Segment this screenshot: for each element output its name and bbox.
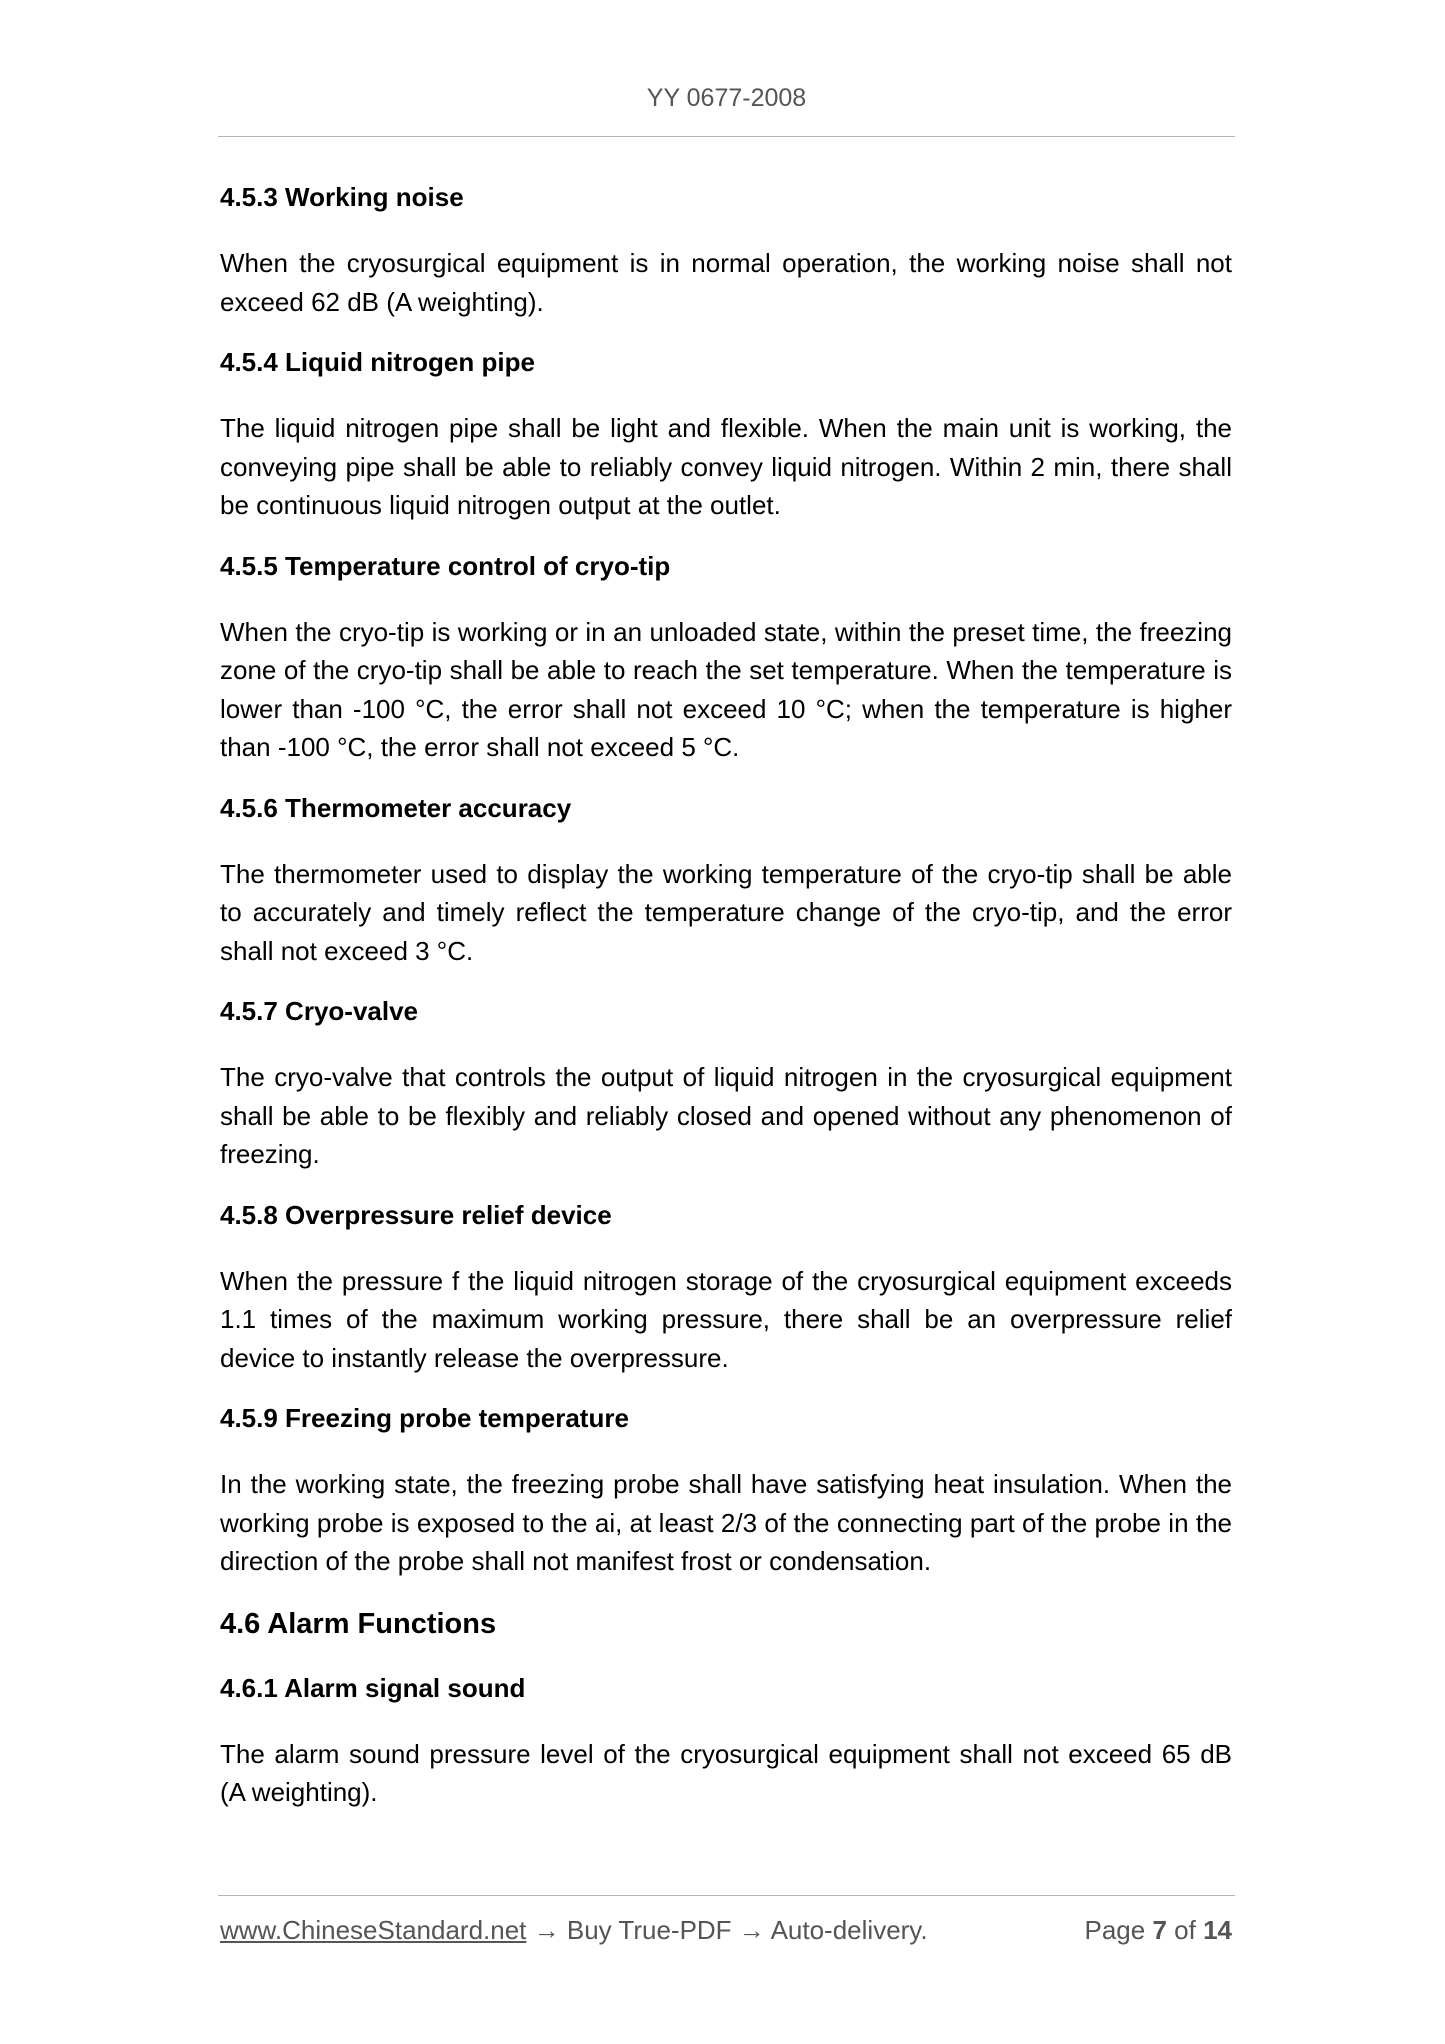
section-heading-4-5-6: 4.5.6 Thermometer accuracy [220, 792, 572, 823]
section-heading-4-5-8: 4.5.8 Overpressure relief device [220, 1199, 612, 1230]
document-code-header: YY 0677-2008 [646, 84, 807, 112]
section-heading-4-6-1: 4.6.1 Alarm signal sound [220, 1672, 526, 1703]
section-body-4-5-7: The cryo-valve that controls the output of liquid nitrogen in the cryosurgical equipment shall be able to be flexibly and reliably closed and opened without any phenomenon of freezing. [220, 1062, 1232, 1169]
section-heading-4-5-7: 4.5.7 Cryo-valve [220, 996, 419, 1026]
footer-promo-text: → Buy True-PDF → Auto-delivery. [526, 1915, 928, 1945]
section-body-4-5-8: When the pressure f the liquid nitrogen storage of the cryosurgical equipment exceeds 1.1 times of the maximum working pressure, there shall be an overpressure relief device to instantly release the overpressure. [220, 1265, 1232, 1373]
of-label: of [1174, 1915, 1196, 1945]
page-content [220, 180, 1232, 1836]
section-body-4-5-5: When the cryo-tip is working or in an unloaded state, within the preset time, the freezing zone of the cryo-tip shall be able to reach the set temperature. When the temperature is lower than -100 °C, the error shall not exceed 10 °C; when the temperature is higher than -100 °C, the error shall not exceed 5 °C. [220, 616, 1232, 762]
section-body-4-5-4: The liquid nitrogen pipe shall be light and flexible. When the main unit is working, the conveying pipe shall be able to reliably convey liquid nitrogen. Within 2 min, there shall be continuous liquid nitrogen output at the outlet. [220, 413, 1232, 520]
section-heading-4-6: 4.6 Alarm Functions [220, 1607, 497, 1640]
page-indicator [1084, 1915, 1232, 1946]
current-page-number: 7 [1152, 1915, 1167, 1945]
header-divider [218, 136, 1235, 137]
section-body-4-5-3: When the cryosurgical equipment is in normal operation, the working noise shall not exceed 62 dB (A weighting). [220, 248, 1232, 317]
section-heading-4-5-4: 4.5.4 Liquid nitrogen pipe [220, 347, 535, 377]
section-body-4-5-9: In the working state, the freezing probe shall have satisfying heat insulation. When the working probe is exposed to the ai, at least 2/3 of the connecting part of the probe in the direction of the probe shall not manifest frost or condensation. [220, 1469, 1232, 1576]
section-body-4-6-1: The alarm sound pressure level of the cryosurgical equipment shall not exceed 65 dB (A weighting). [220, 1738, 1232, 1807]
section-body-4-5-6: The thermometer used to display the working temperature of the cryo-tip shall be able to accurately and timely reflect the temperature change of the cryo-tip, and the error shall not exceed 3 °C. [220, 858, 1232, 966]
section-heading-4-5-3: 4.5.3 Working noise [220, 182, 464, 212]
website-link[interactable]: www.ChineseStandard.net [220, 1915, 527, 1945]
page-footer [220, 1915, 1232, 1946]
footer-divider [218, 1895, 1235, 1896]
section-heading-4-5-9: 4.5.9 Freezing probe temperature [220, 1403, 629, 1433]
page-label: Page [1084, 1915, 1146, 1945]
total-page-number: 14 [1203, 1915, 1232, 1945]
section-heading-4-5-5: 4.5.5 Temperature control of cryo-tip [220, 550, 671, 581]
